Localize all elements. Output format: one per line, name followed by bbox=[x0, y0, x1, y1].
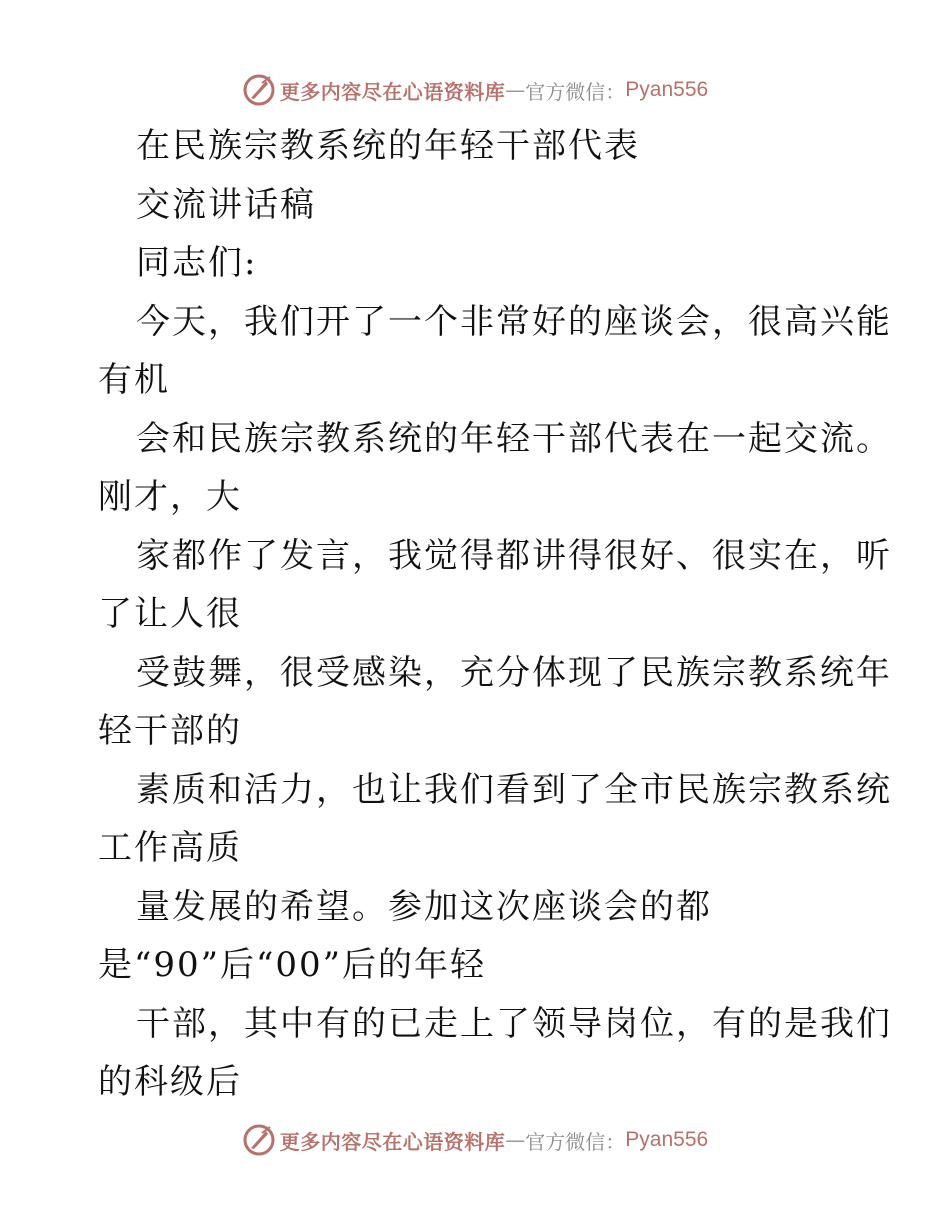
text-line: 刚才，大 bbox=[98, 477, 242, 517]
text-line: 家都作了发言，我觉得都讲得很好、很实在，听 bbox=[136, 536, 892, 576]
watermark-brand: 更多内容尽在心语资料库 bbox=[279, 1129, 506, 1154]
watermark-brand: 更多内容尽在心语资料库 bbox=[279, 79, 506, 104]
text-line: 的科级后 bbox=[98, 1062, 242, 1102]
text-line: 量发展的希望。参加这次座谈会的都 bbox=[136, 887, 712, 927]
watermark-wechat-id: Pyan556 bbox=[625, 78, 709, 101]
text-line: 轻干部的 bbox=[98, 711, 242, 751]
text-line: 干部，其中有的已走上了领导岗位，有的是我们 bbox=[136, 1004, 892, 1044]
quill-logo-icon bbox=[242, 73, 276, 107]
watermark-separator: — bbox=[505, 1128, 526, 1152]
text-line: 了让人很 bbox=[98, 594, 242, 634]
watermark-wechat-id: Pyan556 bbox=[625, 1128, 709, 1151]
watermark-separator: — bbox=[505, 78, 526, 102]
watermark-wechat-label: 官方微信： bbox=[525, 1129, 626, 1154]
text-line: 在民族宗教系统的年轻干部代表 bbox=[136, 126, 640, 166]
quill-logo-icon bbox=[242, 1123, 276, 1157]
text-line: 同志们: bbox=[136, 243, 258, 283]
footer-watermark bbox=[0, 1120, 950, 1160]
text-line: 素质和活力，也让我们看到了全市民族宗教系统 bbox=[136, 770, 892, 810]
text-line: 受鼓舞，很受感染，充分体现了民族宗教系统年 bbox=[136, 653, 892, 693]
text-line: 会和民族宗教系统的年轻干部代表在一起交流。 bbox=[136, 419, 892, 459]
text-line: 交流讲话稿 bbox=[136, 185, 316, 225]
watermark-wechat-label: 官方微信： bbox=[525, 79, 626, 104]
text-line: 工作高质 bbox=[98, 828, 242, 868]
text-line: 有机 bbox=[98, 360, 170, 400]
text-line: 今天，我们开了一个非常好的座谈会，很高兴能 bbox=[136, 302, 892, 342]
header-watermark bbox=[0, 70, 950, 110]
text-line: 是“90”后“00”后的年轻 bbox=[98, 945, 487, 985]
